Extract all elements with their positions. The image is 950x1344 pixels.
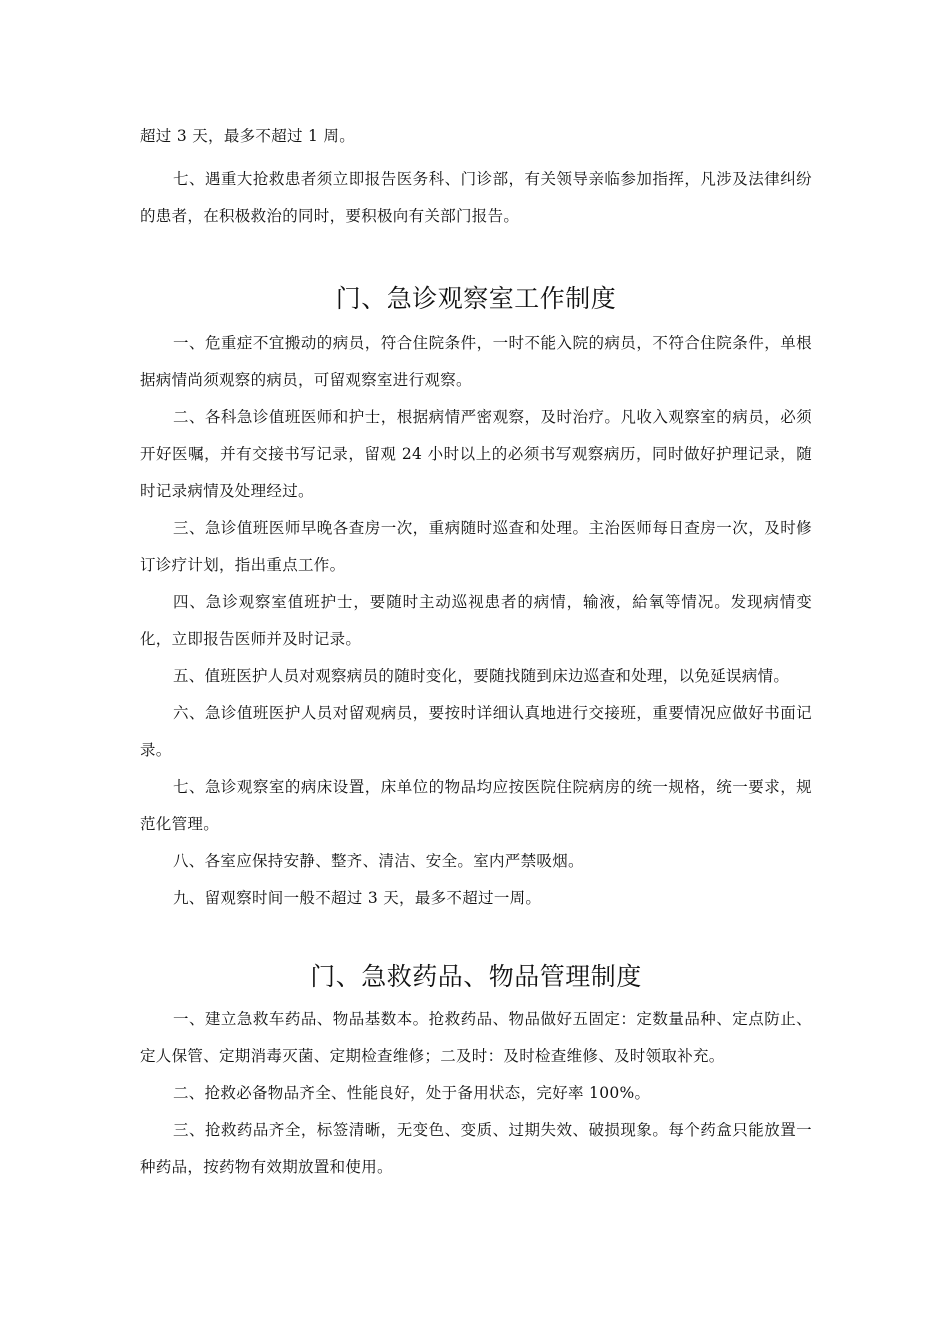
intro-continuation: 超过 3 天，最多不超过 1 周。 xyxy=(140,127,356,145)
intro-item-7: 七、遇重大抢救患者须立即报告医务科、门诊部，有关领导亲临参加指挥，凡涉及法律纠纷的患者，在积极救治的同时，要积极向有关部门报告。 xyxy=(140,170,812,225)
section1-item-5: 五、值班医护人员对观察病员的随时变化，要随找随到床边巡查和处理，以免延误病情。 xyxy=(173,667,790,685)
section1-item-3: 三、急诊值班医师早晚各查房一次，重病随时巡查和处理。主治医师每日查房一次，及时修订诊疗计划，指出重点工作。 xyxy=(140,519,812,574)
section2-item-3: 三、抢救药品齐全，标签清晰，无变色、变质、过期失效、破损现象。每个药盒只能放置一种药品，按药物有效期放置和使用。 xyxy=(140,1121,812,1176)
section2-item-1: 一、建立急救车药品、物品基数本。抢救药品、物品做好五固定：定数量品种、定点防止、定人保管、定期消毒灭菌、定期检查维修；二及时：及时检查维修、及时领取补充。 xyxy=(140,1010,812,1065)
section1-item-4: 四、急诊观察室值班护士，要随时主动巡视患者的病情，输液，給氧等情况。发现病情变化，立即报告医师并及时记录。 xyxy=(140,593,812,648)
section1-item-6: 六、急诊值班医护人员对留观病员，要按时详细认真地进行交接班，重要情况应做好书面记录。 xyxy=(140,704,812,759)
section1-item-9: 九、留观察时间一般不超过 3 天，最多不超过一周。 xyxy=(173,889,542,907)
section-title-observation-room: 门、急诊观察室工作制度 xyxy=(335,284,617,313)
section2-item-2: 二、抢救必备物品齐全、性能良好，处于备用状态，完好率 100%。 xyxy=(173,1084,651,1102)
section1-item-7: 七、急诊观察室的病床设置，床单位的物品均应按医院住院病房的统一规格，统一要求，规范化管理。 xyxy=(140,778,812,833)
section-title-emergency-drugs: 门、急救药品、物品管理制度 xyxy=(310,962,642,991)
section1-item-1: 一、危重症不宜搬动的病员，符合住院条件，一时不能入院的病员，不符合住院条件，单根据病情尚须观察的病员，可留观察室进行观察。 xyxy=(140,334,812,389)
section1-item-2: 二、各科急诊值班医师和护士，根据病情严密观察，及时治疗。凡收入观察室的病员，必须开好医嘱，并有交接书写记录，留观 24 小时以上的必须书写观察病历，同时做好护理记录，随时记录病情及处理经过。 xyxy=(140,408,812,500)
section1-item-8: 八、各室应保持安静、整齐、清洁、安全。室内严禁吸烟。 xyxy=(173,852,584,870)
document-page xyxy=(140,118,812,1186)
